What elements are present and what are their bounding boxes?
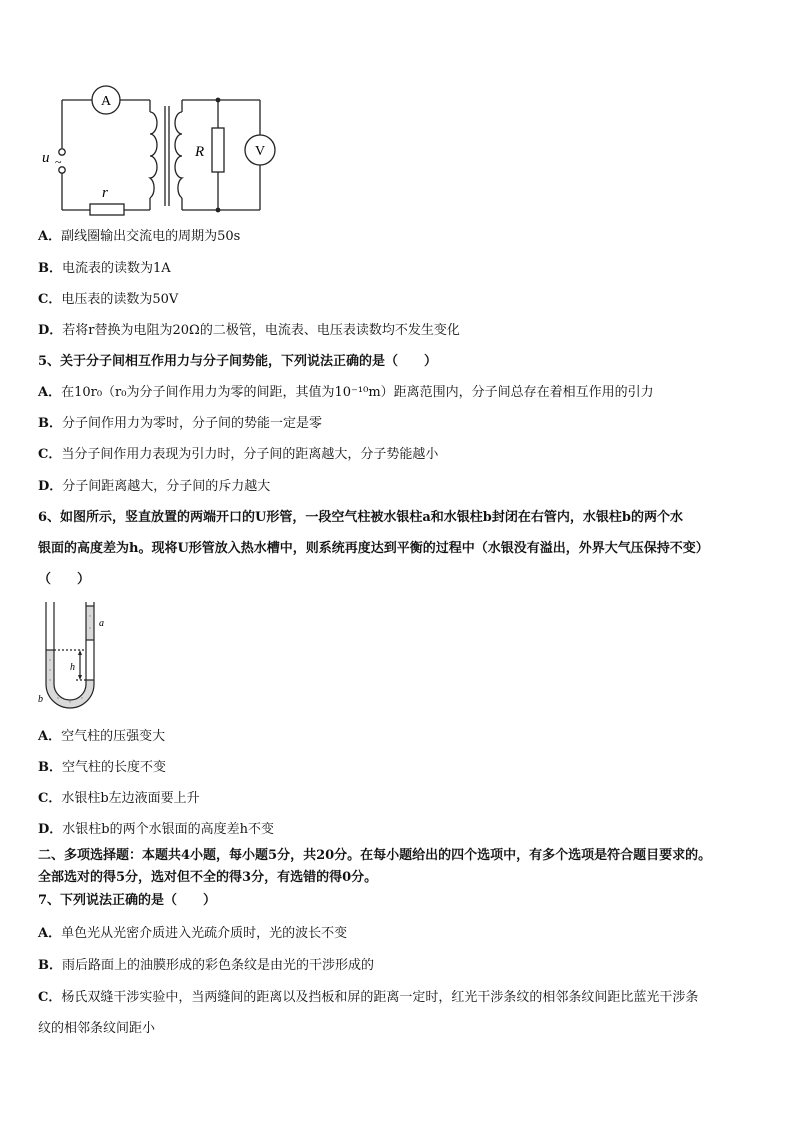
u-tube-label-h: h xyxy=(70,662,75,673)
voltmeter-label: V xyxy=(254,144,266,159)
q6-option-a: A．空气柱的压强变大 xyxy=(38,729,166,744)
q6-stem-line2: 银面的高度差为h。现将U形管放入热水槽中，则系统再度达到平衡的过程中（水银没有溢出，外界大气压保持不变） xyxy=(38,541,709,556)
resistor-R-label: R xyxy=(195,144,205,160)
q7-option-a: A．单色光从光密介质进入光疏介质时，光的波长不变 xyxy=(38,926,348,941)
q5-stem: 5、关于分子间相互作用力与分子间势能，下列说法正确的是（ ） xyxy=(38,354,438,369)
q6-stem-line3: （ ） xyxy=(38,572,91,587)
source-label: u xyxy=(42,150,50,166)
source-symbol: ~ xyxy=(55,155,62,169)
u-tube-diagram xyxy=(36,598,126,716)
q4-option-d: D．若将r替换为电阻为20Ω的二极管，电流表、电压表读数均不发生变化 xyxy=(38,323,460,338)
q7-option-b: B．雨后路面上的油膜形成的彩色条纹是由光的干涉形成的 xyxy=(38,958,375,973)
q5-option-a: A．在10r₀（r₀为分子间作用力为零的间距，其值为10⁻¹⁰m）距离范围内，分子间总存在着相互作用的引力 xyxy=(38,385,654,400)
q7-stem: 7、下列说法正确的是（ ） xyxy=(38,893,217,908)
q4-option-b: B．电流表的读数为1A xyxy=(38,261,171,276)
q5-option-c: C．当分子间作用力表现为引力时，分子间的距离越大，分子势能越小 xyxy=(38,447,439,462)
ammeter-label: A xyxy=(100,94,112,109)
q6-option-d: D．水银柱b的两个水银面的高度差h不变 xyxy=(38,822,274,837)
q7-option-c-continuation: 纹的相邻条纹间距小 xyxy=(38,1021,156,1036)
section2-heading-line2: 全部选对的得5分，选对但不全的得3分，有选错的得0分。 xyxy=(38,870,378,885)
q5-option-d: D．分子间距离越大，分子间的斥力越大 xyxy=(38,479,271,494)
q5-option-b: B．分子间作用力为零时，分子间的势能一定是零 xyxy=(38,416,323,431)
u-tube-label-b: b xyxy=(38,694,43,705)
q7-option-c: C．杨氏双缝干涉实验中，当两缝间的距离以及挡板和屏的距离一定时，红光干涉条纹的相邻条纹间距比蓝光干涉条 xyxy=(38,990,699,1005)
resistor-r-label: r xyxy=(102,185,108,201)
q4-option-a: A．副线圈输出交流电的周期为50s xyxy=(38,229,241,244)
circuit-diagram xyxy=(30,82,290,222)
q6-option-c: C．水银柱b左边液面要上升 xyxy=(38,791,200,806)
u-tube-label-a: a xyxy=(99,618,104,629)
q6-stem-line1: 6、如图所示，竖直放置的两端开口的U形管，一段空气柱被水银柱a和水银柱b封闭在右管内，水银柱b的两个水 xyxy=(38,510,683,525)
q6-option-b: B．空气柱的长度不变 xyxy=(38,760,167,775)
section2-heading-line1: 二、多项选择题：本题共4小题，每小题5分，共20分。在每小题给出的四个选项中，有多个选项是符合题目要求的。 xyxy=(38,848,712,863)
q4-option-c: C．电压表的读数为50V xyxy=(38,292,179,307)
